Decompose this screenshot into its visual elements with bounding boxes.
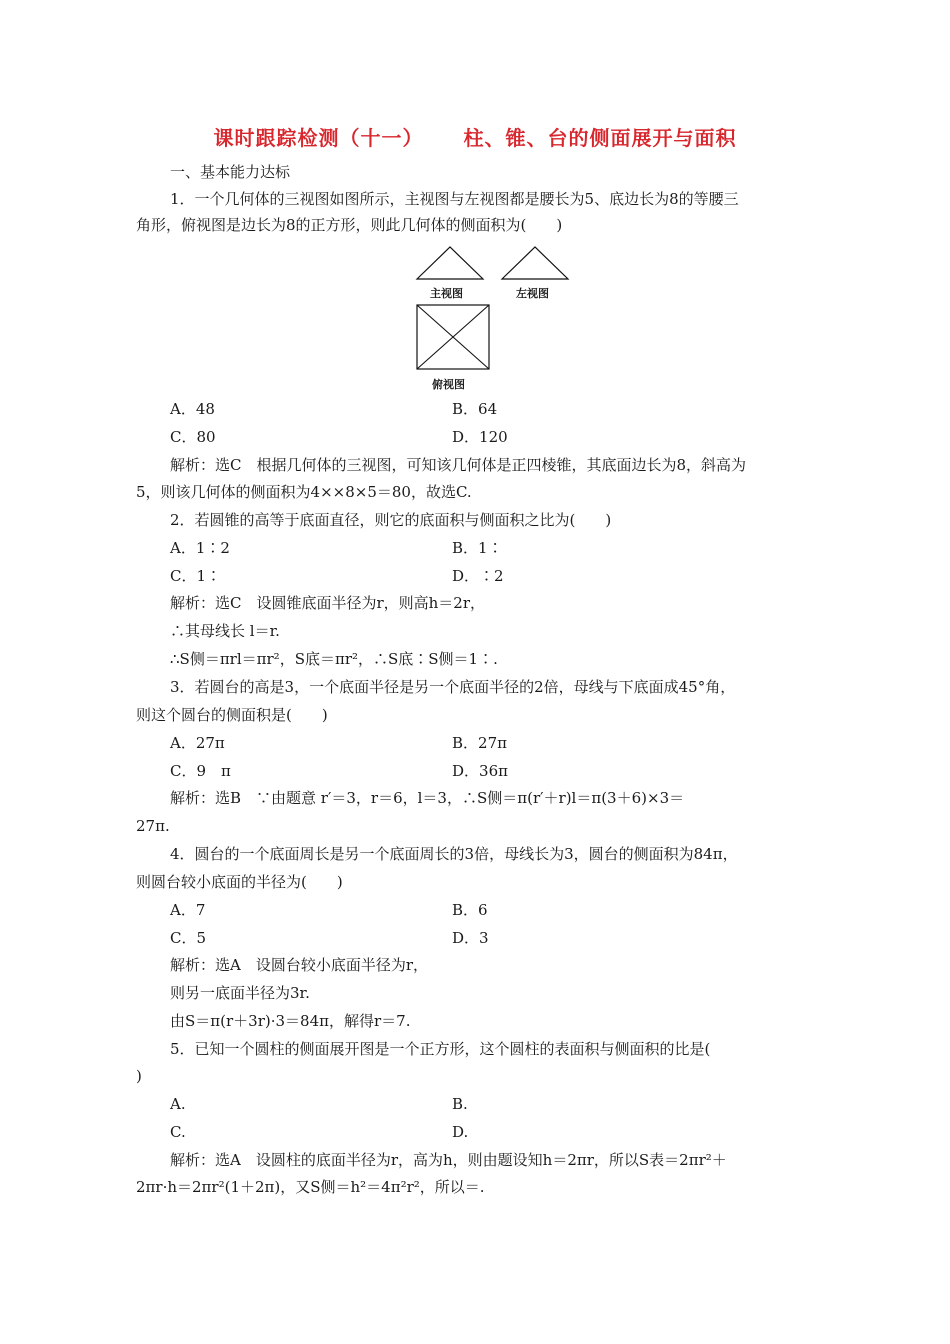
q5-option-a: A.: [170, 1095, 186, 1113]
q2-option-a: A．1∶2: [170, 539, 230, 557]
three-view-figure: [410, 243, 580, 393]
q2-solution-line1: 解析：选C 设圆锥底面半径为r，则高h＝2r，: [170, 594, 486, 612]
q4-solution-line2: 则另一底面半径为3r.: [170, 984, 310, 1002]
q3-solution-line1: 解析：选B ∵由题意 r′＝3，r＝6，l＝3，∴S侧＝π(r′＋r)l＝π(3＋6)×3＝: [170, 789, 685, 807]
q1-solution-line1: 解析：选C 根据几何体的三视图，可知该几何体是正四棱锥，其底面边长为8，斜高为: [170, 456, 747, 474]
q4-option-b: B．6: [452, 901, 488, 919]
q4-option-d: D．3: [452, 929, 489, 947]
q1-option-b: B．64: [452, 400, 498, 418]
title-left: 课时跟踪检测（十一）: [213, 126, 424, 150]
q2-option-d: D．∶2: [452, 567, 504, 585]
q4-line2: 则圆台较小底面的半径为( ): [136, 873, 343, 891]
q1-option-c: C．80: [170, 428, 216, 446]
top-view-label: 俯视图: [432, 378, 465, 391]
q5-line1: 5．已知一个圆柱的侧面展开图是一个正方形，这个圆柱的表面积与侧面积的比是(: [170, 1040, 711, 1058]
q2-line1: 2．若圆锥的高等于底面直径，则它的底面积与侧面积之比为( ): [170, 511, 612, 529]
q4-solution-line3: 由S＝π(r＋3r)·3＝84π，解得r＝7.: [170, 1012, 411, 1030]
q1-solution-line2: 5，则该几何体的侧面积为4××8×5＝80，故选C.: [136, 483, 472, 501]
q3-line1: 3．若圆台的高是3，一个底面半径是另一个底面半径的2倍，母线与下底面成45°角，: [170, 678, 736, 696]
title-right: 柱、锥、台的侧面展开与面积: [463, 126, 737, 150]
q3-solution-line2: 27π.: [136, 817, 170, 835]
q5-solution-line1: 解析：选A 设圆柱的底面半径为r，高为h，则由题设知h＝2πr，所以S表＝2πr²＋: [170, 1151, 727, 1169]
q1-line1: 1．一个几何体的三视图如图所示，主视图与左视图都是腰长为5、底边长为8的等腰三: [170, 190, 739, 208]
q2-option-c: C．1∶: [170, 567, 222, 585]
q3-option-d: D．36π: [452, 762, 508, 780]
document-title: [0, 122, 950, 151]
q5-solution-line2: 2πr·h＝2πr²(1＋2π)，又S侧＝h²＝4π²r²，所以＝.: [136, 1178, 485, 1196]
q3-option-a: A．27π: [170, 734, 225, 752]
q2-solution-line2: ∴其母线长 l＝r.: [170, 622, 280, 640]
q3-option-c: C．9 π: [170, 762, 231, 780]
q4-line1: 4．圆台的一个底面周长是另一个底面周长的3倍，母线长为3，圆台的侧面积为84π，: [170, 845, 738, 863]
three-view-drawing: [410, 243, 580, 393]
q4-option-c: C．5: [170, 929, 207, 947]
section-heading: 一、基本能力达标: [170, 163, 291, 181]
q5-option-c: C.: [170, 1123, 186, 1141]
q4-option-a: A．7: [170, 901, 206, 919]
q3-option-b: B．27π: [452, 734, 507, 752]
q2-solution-line3: ∴S侧＝πrl＝πr²，S底＝πr²，∴S底∶S侧＝1∶.: [170, 650, 498, 668]
q1-line2: 角形，俯视图是边长为8的正方形，则此几何体的侧面积为( ): [136, 216, 563, 234]
q1-option-a: A．48: [170, 400, 215, 418]
front-view-triangle: [417, 247, 483, 279]
q5-option-b: B.: [452, 1095, 468, 1113]
q4-solution-line1: 解析：选A 设圆台较小底面半径为r，: [170, 956, 429, 974]
left-view-triangle: [502, 247, 568, 279]
q3-line2: 则这个圆台的侧面积是( ): [136, 706, 328, 724]
q2-option-b: B．1∶: [452, 539, 503, 557]
q5-option-d: D.: [452, 1123, 469, 1141]
q1-option-d: D．120: [452, 428, 508, 446]
left-view-label: 左视图: [516, 287, 549, 300]
q5-line2: ): [136, 1067, 142, 1085]
front-view-label: 主视图: [430, 287, 463, 300]
